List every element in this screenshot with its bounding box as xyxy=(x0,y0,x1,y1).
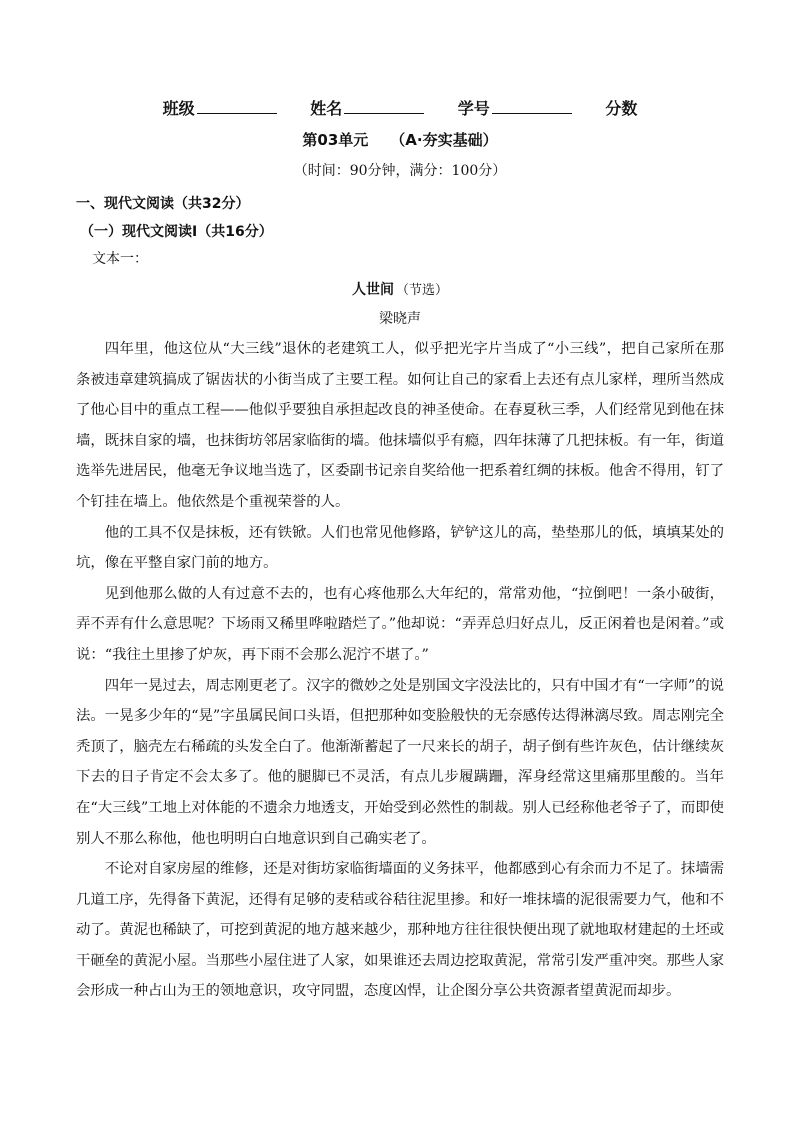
text-label: 文本一： xyxy=(92,251,148,267)
score-field xyxy=(605,96,637,119)
class-blank-line[interactable] xyxy=(197,99,277,114)
score-label: 分数 xyxy=(605,99,638,118)
paragraph: 四年里，他这位从“大三线”退休的老建筑工人，似乎把光字片当成了“小三线”，把自己家所在那条被违章建筑搞成了锯齿状的小街当成了主要工程。如何让自己的家看上去还有点儿家样，理所当然成了他心目中的重点工程——他似乎要独自承担起改良的神圣使命。在春夏秋三季，人们经常见到他在抹墙，既抹自家的墙，也抹街坊邻居家临街的墙。他抹墙似乎有瘾，四年抹薄了几把抹板。有一年，街道选举先进居民，他毫无争议地当选了，区委副书记亲自奖给他一把系着红绸的抹板。他舍不得用，钉了个钉挂在墙上。他依然是个重视荣誉的人。 xyxy=(76,341,724,510)
article-title: 人世间 xyxy=(351,282,394,298)
subsection-heading: （一）现代文阅读Ⅰ（共16分） xyxy=(80,224,273,240)
unit-name: 第03单元 xyxy=(302,131,369,149)
article-body xyxy=(76,334,724,1007)
class-label: 班级 xyxy=(162,99,195,118)
unit-subtitle: （A·夯实基础） xyxy=(390,131,498,149)
class-field xyxy=(163,96,277,119)
article-title-line xyxy=(0,279,800,299)
article-author: 梁晓声 xyxy=(379,311,421,327)
time-info: （时间：90分钟，满分：100分） xyxy=(293,163,507,179)
paragraph: 不论对自家房屋的维修，还是对街坊家临街墙面的义务抹平，他都感到心有余而力不足了。抹墙需几道工序，先得备下黄泥，还得有足够的麦秸或谷秸往泥里掺。和好一堆抹墙的泥很需要力气，他和不动了。黄泥也稀缺了，可挖到黄泥的地方越来越少，那种地方往往很快便出现了就地取材建起的土坯或干砸垒的黄泥小屋。当那些小屋住进了人家，如果谁还去周边挖取黄泥，常常引发严重冲突。那些人家会形成一种占山为王的领地意识，攻守同盟，态度凶悍，让企图分享公共资源者望黄泥而却步。 xyxy=(76,861,724,1000)
paragraph: 见到他那么做的人有过意不去的，也有心疼他那么大年纪的，常常劝他，“拉倒吧！一条小破街，弄不弄有什么意思呢？下场雨又稀里哗啦踏烂了。”他却说：“弄弄总归好点儿，反正闲着也是闲着。”或说：“我往土里掺了炉灰，再下雨不会那么泥泞不堪了。” xyxy=(76,585,724,663)
student-id-field xyxy=(458,96,572,119)
paragraph: 四年一晃过去，周志刚更老了。汉字的微妙之处是别国文字没法比的，只有中国才有“一字师”的说法。一晃多少年的“晃”字虽属民间口头语，但把那种如变脸般快的无奈感传达得淋漓尽致。周志刚完全秃顶了，脑壳左右稀疏的头发全白了。他渐渐蓄起了一尺来长的胡子，胡子倒有些许灰色，估计继续灰下去的日子肯定不会太多了。他的腿脚已不灵活，有点儿步履蹒跚，浑身经常这里痛那里酸的。当年在“大三线”工地上对体能的不遗余力地透支，开始受到必然性的制裁。别人已经称他老爷子了，而即使别人不那么称他，他也明明白白地意识到自己确实老了。 xyxy=(76,677,724,847)
student-id-label: 学号 xyxy=(457,99,490,118)
name-label: 姓名 xyxy=(310,99,343,118)
name-blank-line[interactable] xyxy=(344,99,424,114)
section-heading: 一、现代文阅读（共32分） xyxy=(76,196,250,212)
student-id-blank-line[interactable] xyxy=(492,99,572,114)
paragraph: 他的工具不仅是抹板，还有铁锨。人们也常见他修路，铲铲这儿的高，垫垫那儿的低，填填某处的坑，像在平整自家门前的地方。 xyxy=(76,524,724,572)
student-info-row xyxy=(0,96,800,119)
article-title-note: （节选） xyxy=(395,283,448,298)
unit-title xyxy=(0,129,800,150)
name-field xyxy=(310,96,424,119)
